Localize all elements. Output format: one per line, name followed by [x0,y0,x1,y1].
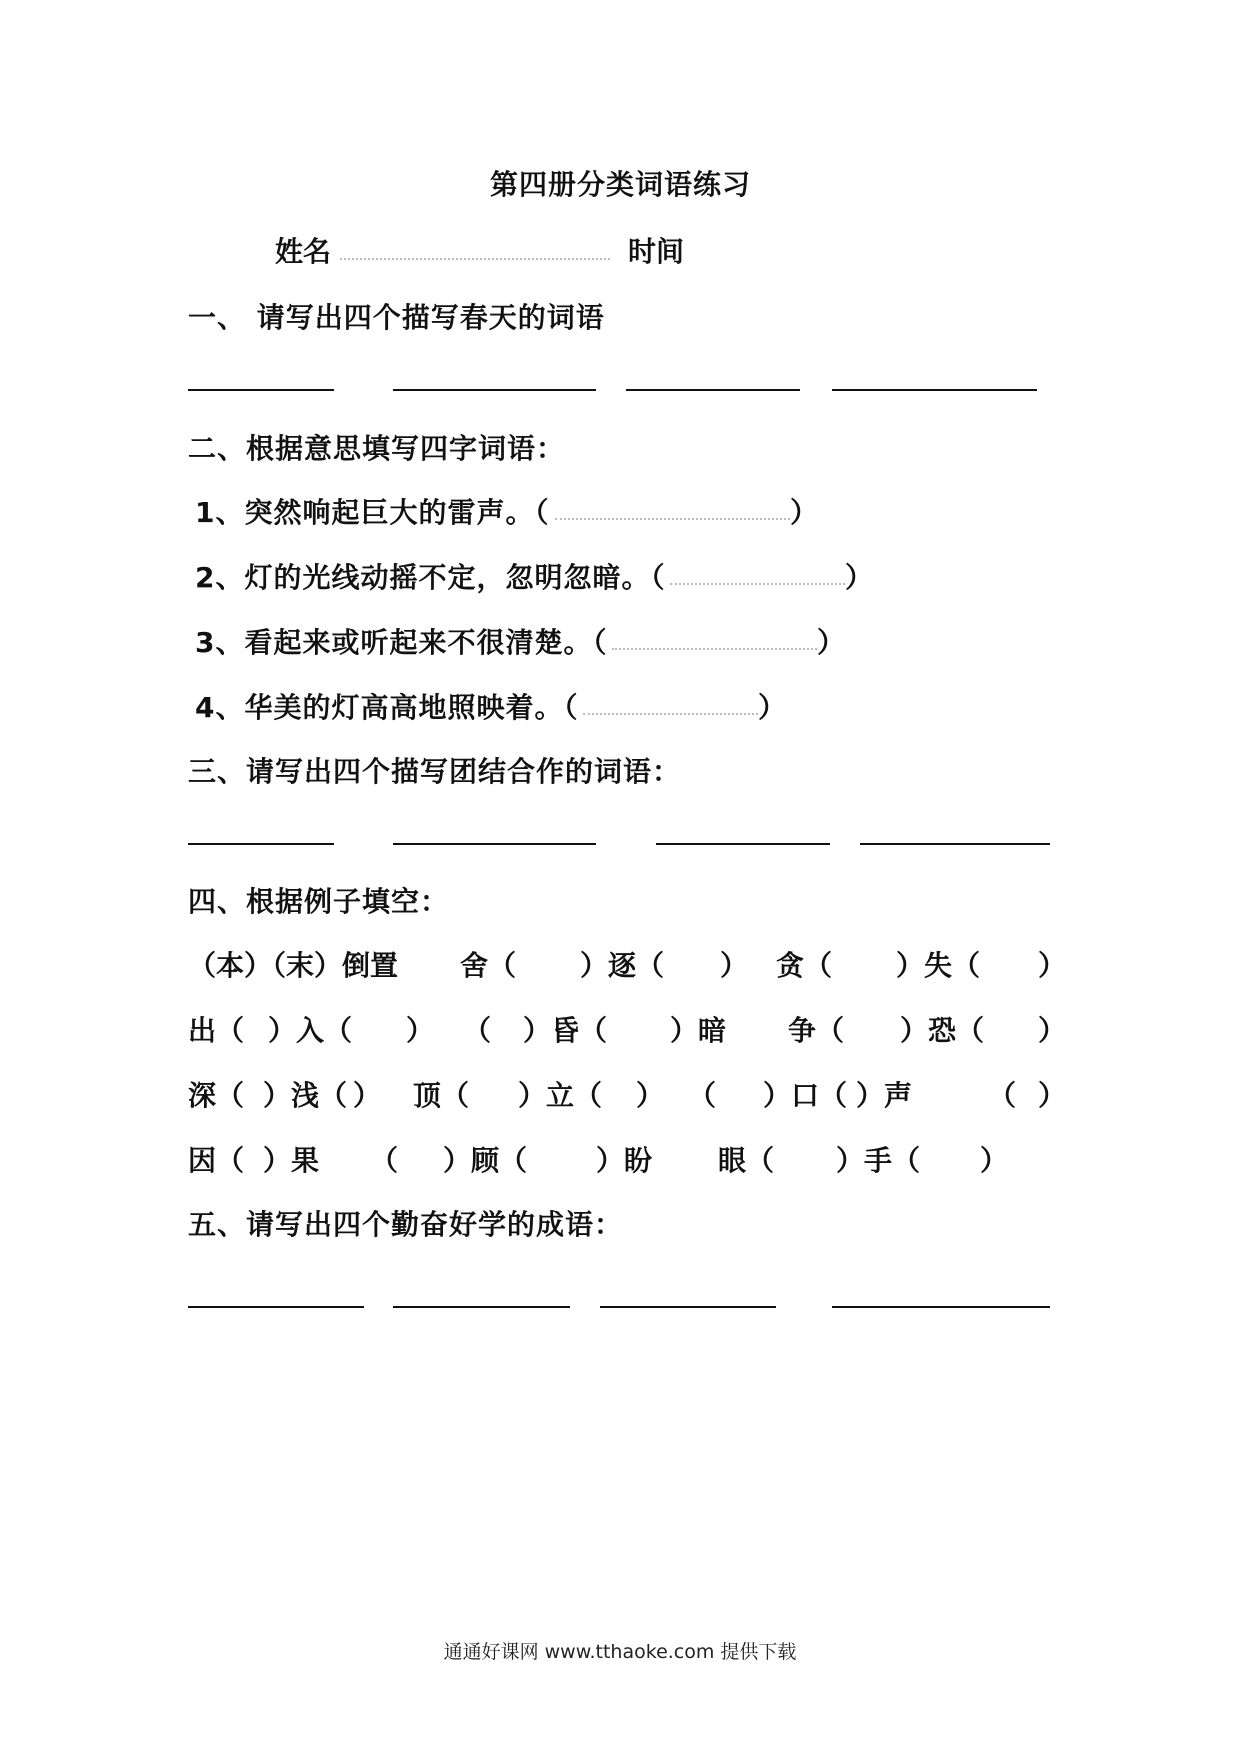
answer-line-3-3[interactable] [656,843,830,845]
fill-word-shen-qian-end: ） [353,1079,382,1112]
time-label: 时间 [628,235,685,268]
fill-word-yin-guo-end: ）果 [263,1144,320,1177]
fill-word-kou-sheng-end: ）声 [856,1079,913,1112]
answer-line-3-2[interactable] [393,843,596,845]
fill-word-ding-li-end: ） [636,1079,665,1112]
fill-word-ding-li: 顶（ [413,1079,470,1112]
fill-word-extra: （ [988,1079,1017,1112]
fill-word-zheng-kong-end: ） [1038,1014,1067,1047]
fill-word-hun-an-end: ）暗 [670,1014,727,1047]
fill-row-1 [188,944,1088,984]
fill-word-kou-sheng-mid: ）口（ [763,1079,848,1112]
fill-row-4 [188,1139,1088,1179]
close-paren-q4: ） [758,691,788,724]
fill-row-2 [188,1009,1088,1049]
fill-word-yan-shou-mid: ）手（ [836,1144,921,1177]
question-2: 2、灯的光线动摇不定，忽明忽暗。（ [195,561,666,594]
fill-word-shen-qian-mid: ）浅（ [263,1079,348,1112]
answer-line-5-2[interactable] [393,1306,570,1308]
page-title: 第四册分类词语练习 [490,168,752,201]
fill-word-gu-pan-end: ）盼 [596,1144,653,1177]
answer-line-5-4[interactable] [832,1306,1050,1308]
fill-word-she-zhu-end: ） [720,949,749,982]
fill-word-kou-sheng: （ [688,1079,717,1112]
fill-word-yan-shou: 眼（ [718,1144,775,1177]
fill-word-extra-end: ） [1038,1079,1067,1112]
answer-line-3-4[interactable] [860,843,1050,845]
answer-line-1-1[interactable] [188,389,334,391]
fill-word-chu-ru-end: ） [406,1014,435,1047]
question-3: 3、看起来或听起来不很清楚。（ [195,626,608,659]
fill-word-zheng-kong-mid: ）恐（ [900,1014,985,1047]
fill-word-zheng-kong: 争（ [788,1014,845,1047]
fill-word-tan-shi-end: ） [1038,949,1067,982]
name-field[interactable] [340,258,610,260]
fill-word-chu-ru-mid: ）入（ [268,1014,353,1047]
section5-heading: 五、请写出四个勤奋好学的成语： [188,1208,624,1241]
fill-word-tan-shi: 贪（ [776,949,833,982]
answer-line-1-3[interactable] [626,389,800,391]
fill-word-yan-shou-end: ） [980,1144,1009,1177]
section1-heading: 一、 请写出四个描写春天的词语 [188,301,605,334]
section3-heading: 三、请写出四个描写团结合作的词语： [188,755,682,788]
fill-word-chu-ru: 出（ [188,1014,245,1047]
answer-line-3-1[interactable] [188,843,334,845]
section2-heading: 二、根据意思填写四字词语： [188,432,566,465]
answer-field-q2[interactable] [670,583,845,585]
fill-word-hun-an: （ [463,1014,492,1047]
fill-word-she-zhu-mid: ）逐（ [580,949,665,982]
close-paren-q2: ） [845,561,875,594]
section4-heading: 四、根据例子填空： [188,885,450,918]
answer-field-q1[interactable] [555,518,790,520]
fill-word-gu-pan: （ [370,1144,399,1177]
answer-line-5-1[interactable] [188,1306,364,1308]
footer-credit: 通通好课网 www.tthaoke.com 提供下载 [443,1641,797,1663]
example-word: （本）（末）倒置 [188,949,399,982]
fill-word-yin-guo: 因（ [188,1144,245,1177]
fill-word-ding-li-mid: ）立（ [518,1079,603,1112]
fill-word-she-zhu: 舍（ [460,949,517,982]
question-1: 1、突然响起巨大的雷声。（ [195,496,550,529]
fill-word-shen-qian: 深（ [188,1079,245,1112]
answer-line-1-4[interactable] [832,389,1037,391]
answer-field-q3[interactable] [612,648,817,650]
fill-word-hun-an-mid: ）昏（ [523,1014,608,1047]
close-paren-q3: ） [817,626,847,659]
answer-field-q4[interactable] [583,713,758,715]
answer-line-5-3[interactable] [600,1306,776,1308]
fill-word-gu-pan-mid: ）顾（ [443,1144,528,1177]
answer-line-1-2[interactable] [393,389,596,391]
fill-row-3 [188,1074,1088,1114]
name-label: 姓名 [275,235,332,268]
close-paren-q1: ） [790,496,820,529]
fill-word-tan-shi-mid: ）失（ [896,949,981,982]
question-4: 4、华美的灯高高地照映着。（ [195,691,579,724]
